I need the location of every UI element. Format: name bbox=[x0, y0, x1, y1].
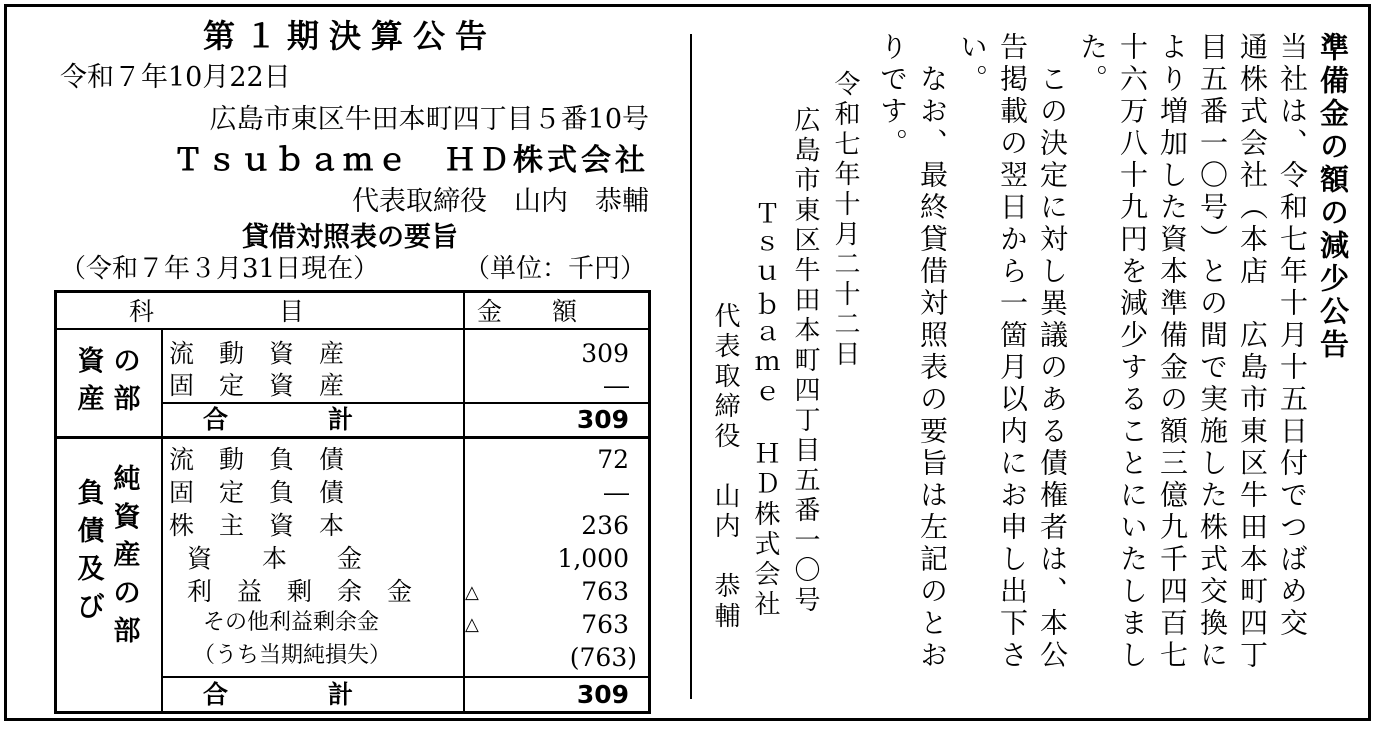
reserve-notice-address: 広島市東区牛田本町四丁目五番一〇号 bbox=[790, 106, 820, 616]
body-column: た。 bbox=[1076, 32, 1109, 96]
row-label: 利 益 剰 余 金 bbox=[187, 577, 413, 606]
header-divider bbox=[57, 328, 648, 330]
representative: 代表取締役 山内 恭輔 bbox=[352, 186, 649, 217]
body-column: りです。 bbox=[876, 32, 909, 160]
body-column: い。 bbox=[956, 32, 989, 96]
section-divider bbox=[57, 436, 648, 439]
row-label: 資 本 金 bbox=[187, 544, 363, 573]
negative-triangle: △ bbox=[465, 582, 479, 603]
row-value: 763 bbox=[581, 610, 629, 639]
liabilities-total-divider bbox=[161, 676, 648, 678]
row-label: 固 定 負 債 bbox=[169, 478, 345, 507]
column-divider bbox=[690, 34, 692, 699]
row-value: ― bbox=[604, 371, 629, 400]
header-item: 科 目 bbox=[129, 297, 305, 326]
body-column: この決定に対し異議のある債権者は、本公 bbox=[1036, 32, 1069, 672]
row-label: 流 動 資 産 bbox=[169, 339, 345, 368]
unit-label: （単位：千円） bbox=[463, 254, 646, 284]
row-label: 固 定 資 産 bbox=[169, 371, 345, 400]
body-column: 目五番一〇号）との間で実施した株式交換に bbox=[1196, 32, 1229, 672]
notice-title: 第１期決算公告 bbox=[202, 17, 497, 55]
reserve-notice-representative: 代表取締役 山内 恭輔 bbox=[710, 302, 740, 632]
body-column: なお、最終貸借対照表の要旨は左記のとお bbox=[916, 32, 949, 672]
row-value: 309 bbox=[576, 405, 629, 434]
row-value: 309 bbox=[576, 680, 629, 709]
balance-sheet-title: 貸借対照表の要旨 bbox=[242, 222, 458, 253]
liabilities-section-label-2: 純資産の部 bbox=[113, 464, 141, 647]
row-label: 流 動 負 債 bbox=[169, 445, 345, 474]
reserve-notice-title: 準備金の額の減少公告 bbox=[1316, 32, 1350, 362]
body-column: 告掲載の翌日から一箇月以内にお申し出下さ bbox=[996, 32, 1029, 672]
row-label: 合 計 bbox=[203, 405, 354, 434]
body-column: より増加した資本準備金の額三億九千四百七 bbox=[1156, 32, 1189, 672]
body-column: 十六万八十九円を減少することにいたしまし bbox=[1116, 32, 1149, 672]
company-address: 広島市東区牛田本町四丁目５番10号 bbox=[209, 104, 649, 135]
company-name: Ｔｓｕｂａｍｅ ＨＤ株式会社 bbox=[173, 143, 649, 178]
negative-triangle: △ bbox=[465, 614, 479, 635]
assets-total-divider bbox=[161, 402, 648, 404]
row-label: （うち当期純損失） bbox=[193, 643, 392, 668]
row-value: (763) bbox=[569, 643, 637, 672]
balance-sheet-table bbox=[54, 290, 651, 714]
row-label: 株 主 資 本 bbox=[169, 511, 345, 540]
row-label: 合 計 bbox=[203, 680, 354, 709]
assets-section-label-1: 資産 bbox=[77, 346, 105, 415]
balance-sheet-date: （令和７年３月31日現在） bbox=[60, 254, 380, 284]
reserve-notice-date: 令和七年十月二十二日 bbox=[830, 70, 860, 370]
notice-date: 令和７年10月22日 bbox=[60, 62, 291, 93]
section-label-divider bbox=[161, 328, 163, 711]
row-value: 1,000 bbox=[557, 544, 629, 573]
row-value: 72 bbox=[597, 445, 629, 474]
row-value: 763 bbox=[581, 577, 629, 606]
liabilities-section-label-1: 負債及び bbox=[77, 478, 105, 623]
reserve-notice-company: Ｔｓｕｂａｍｅ ＨＤ株式会社 bbox=[750, 200, 780, 620]
row-value: ― bbox=[604, 478, 629, 507]
body-column: 通株式会社（本店 広島市東区牛田本町四丁 bbox=[1236, 32, 1269, 672]
row-value: 309 bbox=[581, 339, 629, 368]
assets-section-label-2: の部 bbox=[113, 346, 141, 415]
body-column: 当社は、令和七年十月十五日付でつばめ交 bbox=[1276, 32, 1309, 640]
header-amount: 金 額 bbox=[477, 297, 578, 326]
row-label: その他利益剰余金 bbox=[203, 610, 380, 635]
row-value: 236 bbox=[581, 511, 629, 540]
